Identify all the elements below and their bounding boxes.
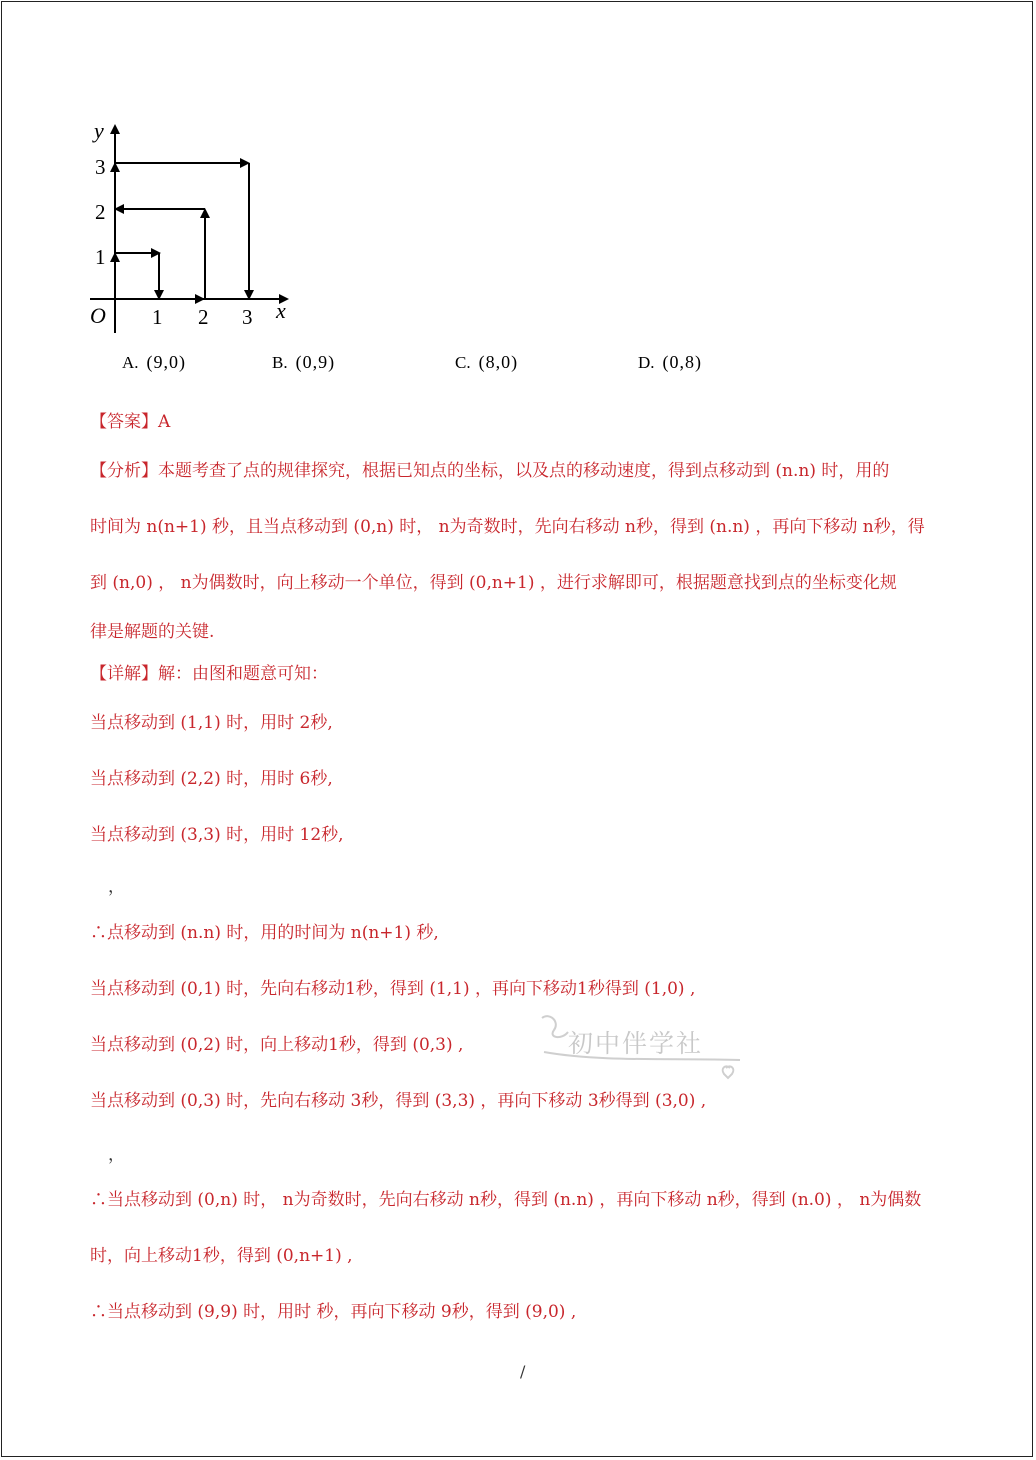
origin-label: O	[90, 303, 106, 328]
option-a-value: (9,0)	[146, 352, 187, 372]
detail-line-6: 当点移动到 (0,2) 时，向上移动1秒，得到 (0,3) ,	[90, 1035, 464, 1055]
watermark-text: 初中伴学社	[568, 1029, 704, 1058]
x-axis-label: x	[276, 298, 286, 323]
detail-line-9: 时，向上移动1秒，得到 (0,n+1) ,	[90, 1246, 353, 1266]
option-b-letter: B.	[272, 353, 288, 372]
option-c-value: (8,0)	[478, 352, 519, 372]
option-b-value: (0,9)	[295, 352, 336, 372]
option-c	[455, 352, 518, 373]
analysis-line-2: 时间为 n(n+1) 秒，且当点移动到 (0,n) 时， n为奇数时，先向右移动 n秒，得到 (n.n) ，再向下移动 n秒，得	[90, 517, 925, 537]
page-mark: /	[520, 1362, 526, 1381]
analysis-line-4: 律是解题的关键.	[90, 622, 215, 642]
detail-line-1: 当点移动到 (1,1) 时，用时 2秒,	[90, 713, 333, 733]
option-a	[122, 352, 186, 373]
detail-heading: 【详解】解：由图和题意可知：	[90, 664, 328, 684]
detail-line-5: 当点移动到 (0,1) 时，先向右移动1秒，得到 (1,1) ，再向下移动1秒得到 (1,0) ,	[90, 979, 696, 999]
detail-line-4: ∴点移动到 (n.n) 时，用的时间为 n(n+1) 秒,	[90, 923, 439, 943]
option-d	[638, 352, 702, 373]
y-tick-2: 2	[95, 200, 106, 224]
y-tick-3: 3	[95, 155, 106, 179]
y-axis-label: y	[94, 118, 104, 143]
option-d-value: (0,8)	[662, 352, 703, 372]
detail-line-10: ∴当点移动到 (9,9) 时，用时 秒，再向下移动 9秒，得到 (9,0) ,	[90, 1302, 577, 1322]
y-tick-1: 1	[95, 245, 106, 269]
answer-line: 【答案】A	[90, 412, 171, 432]
detail-line-8: ∴当点移动到 (0,n) 时， n为奇数时，先向右移动 n秒，得到 (n.n) ，再向下移动 n秒，得到 (n.0) ， n为偶数	[90, 1190, 922, 1210]
detail-line-2: 当点移动到 (2,2) 时，用时 6秒,	[90, 769, 333, 789]
x-tick-3: 3	[242, 305, 253, 329]
option-d-letter: D.	[638, 353, 655, 372]
analysis-line-1: 【分析】本题考查了点的规律探究，根据已知点的坐标，以及点的移动速度，得到点移动到 (n.n) 时，用的	[90, 461, 890, 481]
analysis-line-3: 到 (n,0) ， n为偶数时，向上移动一个单位，得到 (0,n+1) ，进行求解即可，根据题意找到点的坐标变化规	[90, 573, 897, 593]
option-a-letter: A.	[122, 353, 139, 372]
option-c-letter: C.	[455, 353, 471, 372]
x-tick-1: 1	[152, 305, 163, 329]
x-tick-2: 2	[198, 305, 209, 329]
option-b	[272, 352, 335, 373]
detail-ellipsis-1: ，	[108, 877, 125, 897]
detail-line-7: 当点移动到 (0,3) 时，先向右移动 3秒，得到 (3,3) ，再向下移动 3秒得到 (3,0) ,	[90, 1091, 707, 1111]
coordinate-figure	[82, 118, 312, 338]
detail-ellipsis-2: ，	[108, 1145, 125, 1165]
detail-line-3: 当点移动到 (3,3) 时，用时 12秒,	[90, 825, 344, 845]
